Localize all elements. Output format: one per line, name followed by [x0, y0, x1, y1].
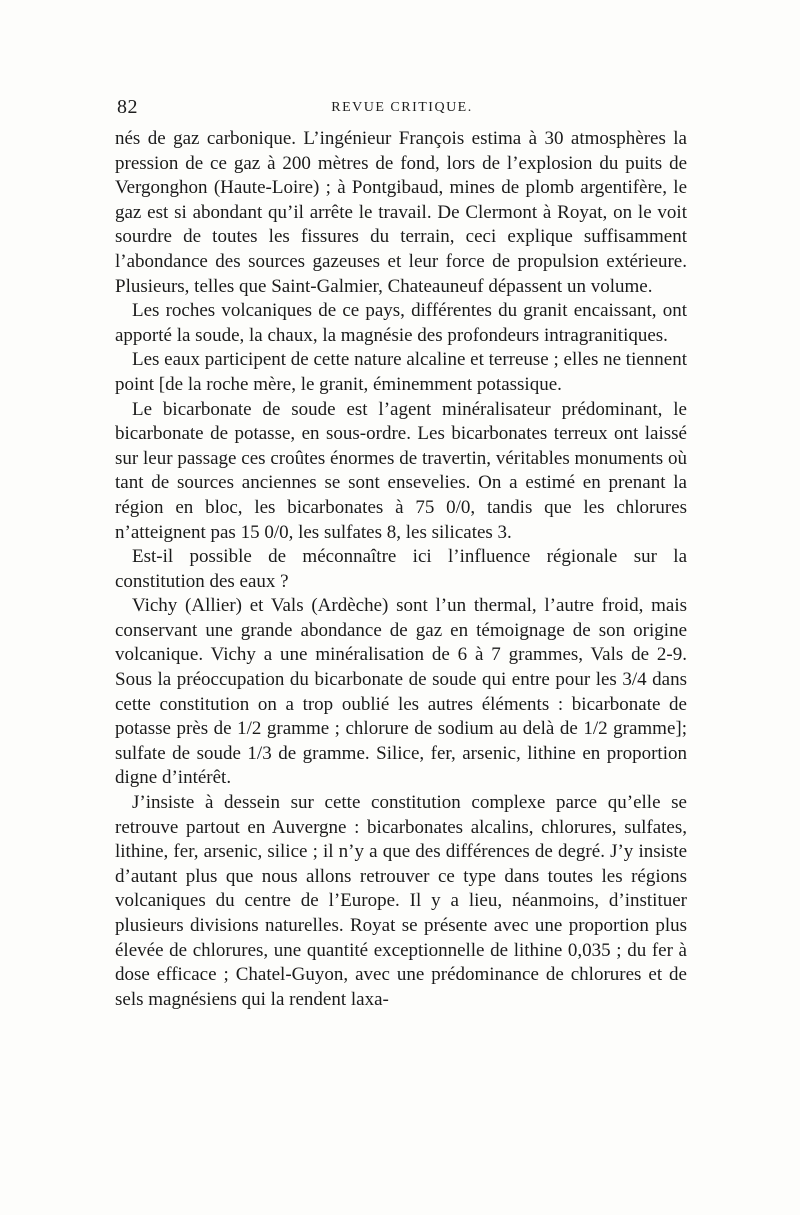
paragraph-continuation: nés de gaz carbonique. L’ingénieur François estima à 30 atmosphères la pression de ce gaz à 200 mètres de fond, lors de l’explosion du puits de Vergonghon (Haute-Loire) ; à Pontgibaud, mines de plomb argentifère, le gaz est si abondant qu’il arrête le travail. De Clermont à Royat, on le voit sourdre de toutes les fissures du terrain, ceci explique suffisamment l’abondance des sources gazeuses et leur force de propulsion extérieure. Plusieurs, telles que Saint-Galmier, Chateauneuf dépassent un volume. [115, 128, 687, 297]
paragraph: Vichy (Allier) et Vals (Ardèche) sont l’un thermal, l’autre froid, mais conservant une grande abondance de gaz en témoignage de son origine volcanique. Vichy a une minéralisation de 6 à 7 grammes, Vals de 2-9. Sous la préoccupation du bicarbonate de soude qui entre pour les 3/4 dans cette constitution on a trop oublié les autres éléments : bicarbonate de potasse près de 1/2 gramme ; chlorure de sodium au delà de 1/2 gramme]; sulfate de soude 1/3 de gramme. Silice, fer, arsenic, lithine en proportion digne d’intérêt. [115, 595, 687, 789]
page-number: 82 [117, 96, 138, 118]
paragraph: Les roches volcaniques de ce pays, différentes du granit encaissant, ont apporté la soude, la chaux, la magnésie des profondeurs intragranitiques. [115, 300, 687, 346]
body-text [115, 127, 687, 1012]
running-title: REVUE CRITIQUE. [331, 100, 473, 115]
paragraph: J’insiste à dessein sur cette constitution complexe parce qu’elle se retrouve partout en Auvergne : bicarbonates alcalins, chlorures, sulfates, lithine, fer, arsenic, silice ; il n’y a que des différences de degré. J’y insiste d’autant plus que nous allons retrouver ce type dans toutes les régions volcaniques du centre de l’Europe. Il y a lieu, néanmoins, d’instituer plusieurs divisions naturelles. Royat se présente avec une proportion plus élevée de chlorures, une quantité exceptionnelle de lithine 0,035 ; du fer à dose efficace ; Chatel-Guyon, avec une prédominance de chlorures et de sels magnésiens qui la rendent laxa- [115, 792, 687, 1010]
paragraph: Est-il possible de méconnaître ici l’influence régionale sur la constitution des eaux ? [115, 546, 687, 592]
paragraph: Le bicarbonate de soude est l’agent minéralisateur prédominant, le bicarbonate de potasse, en sous-ordre. Les bicarbonates terreux ont laissé sur leur passage ces croûtes énormes de travertin, véritables monuments où tant de sources anciennes se sont ensevelies. On a estimé en prenant la région en bloc, les bicarbonates à 75 0/0, tandis que les chlorures n’atteignent pas 15 0/0, les sulfates 8, les silicates 3. [115, 398, 687, 543]
paragraph: Les eaux participent de cette nature alcaline et terreuse ; elles ne tiennent point [de la roche mère, le granit, éminemment potassique. [115, 349, 687, 395]
running-head [117, 96, 687, 120]
